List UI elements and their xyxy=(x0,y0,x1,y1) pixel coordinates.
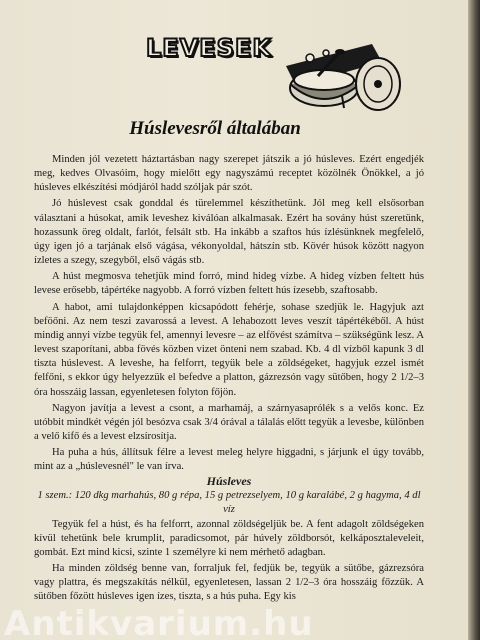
watermark: Antikvarium.hu xyxy=(4,604,314,640)
paragraph: Jó húslevest csak gonddal és türelemmel készíthetünk. Jól meg kell elsősorban választani a húsokat, amik leveshez kiválóan alkalmasak. Ezért ha sovány húst szeretünk, hozassunk öreg oldalt, farlót, felsált stb. Ha inkább a szaftos hús ízlésünknek megfelelő, úgy igen jó a tarjának első vágása, vékonyoldal, hátszín stb. Kövér húsok között nagyon ízletes a szegy, szegyből, első vágás stb. xyxy=(34,198,424,267)
recipe-step: Ha minden zöldség benne van, forraljuk fel, fedjük be, tegyük a sütőbe, gázrezsóra vagy plattra, és megszakítás nélkül, egyenletesen, lassan 2 1/2–3 óra hosszáig főzzük. A sütőben főzött húsleves igen ízes, tiszta, s a hús puha. Egy kis xyxy=(34,563,424,603)
article-title: Húslevesről általában xyxy=(129,118,301,139)
recipe-step: Tegyük fel a húst, és ha felforrt, azonnal zöldségeljük be. A fent adagolt zöldségeken kívül tehetünk bele krumplit, paradicsomot, pár húvely zöldborsót, kelkáposztaleveleit, gombát. Ezt mind kicsi, szinte 1 személyre ki nem mérhető adagban. xyxy=(34,518,424,558)
soup-pot-illustration-icon xyxy=(280,36,420,114)
paragraph: Minden jól vezetett háztartásban nagy szerepet játszik a jó húsleves. Ezért engedjék meg, kedves Olvasóim, hogy mielőtt egy nagyszámú receptet közölnék Önökkel, a jó húsleves elkészítési módjáról hadd szóljak pár szót. xyxy=(34,154,424,194)
paragraph: Nagyon javítja a levest a csont, a marhamáj, a szárnyasaprólék s a velős konc. Ez utóbbit mindkét végén jól besózva csak 3/4 órával a tálalás előtt tegyük a levesbe, különben a velő kifő és a levest elzsírosítja. xyxy=(34,402,424,442)
section-title: LEVESEK xyxy=(146,34,272,62)
paragraph: A habot, ami tulajdonképpen kicsapódott fehérje, sohase szedjük le. Hagyjuk azt beföőni. Az nem teszi zavarossá a levest. A lehabozott leves veszít tápértékéből. A húst mindig annyi vízbe tegyük fel, amennyi levesre – az elfővést számítva – szükségünk lesz. A levest szaporítani, abba fövés közben vizet önteni nem szabad. Kb. 4 dl vízből kapunk 3 dl tiszta húslevest. A leveshe, ha felforrt, tegyük bele a zöldségeket, hagyjuk ezzel ismét felfőni, s ekkor úgy helyezzük el befedve a platton, gázrezsón vagy sütőben, hogy 2 1/2–3 óra hosszáig lassan, egyenletesen folyton főjön. xyxy=(34,301,424,398)
recipe-title: Húsleves xyxy=(206,474,252,489)
recipe-ingredients: 1 szem.: 120 dkg marhahús, 80 g répa, 15 g petrezselyem, 10 g karalábé, 2 g hagyma, 4 dl víz xyxy=(37,489,421,516)
article-body xyxy=(34,153,424,605)
paragraph: Ha puha a hús, állítsuk félre a levest meleg helyre higgadni, s járjunk el úgy tovább, mint az a „húslevesnél" le van írva. xyxy=(34,447,424,473)
paragraph: A húst megmosva tehetjük mind forró, mind hideg vízbe. A hideg vízben feltett hús levese erősebb, tápértéke nagyobb. A forró vízben feltett hús ízesebb, szaftosabb. xyxy=(34,271,424,297)
page-edge-shadow xyxy=(468,0,480,640)
